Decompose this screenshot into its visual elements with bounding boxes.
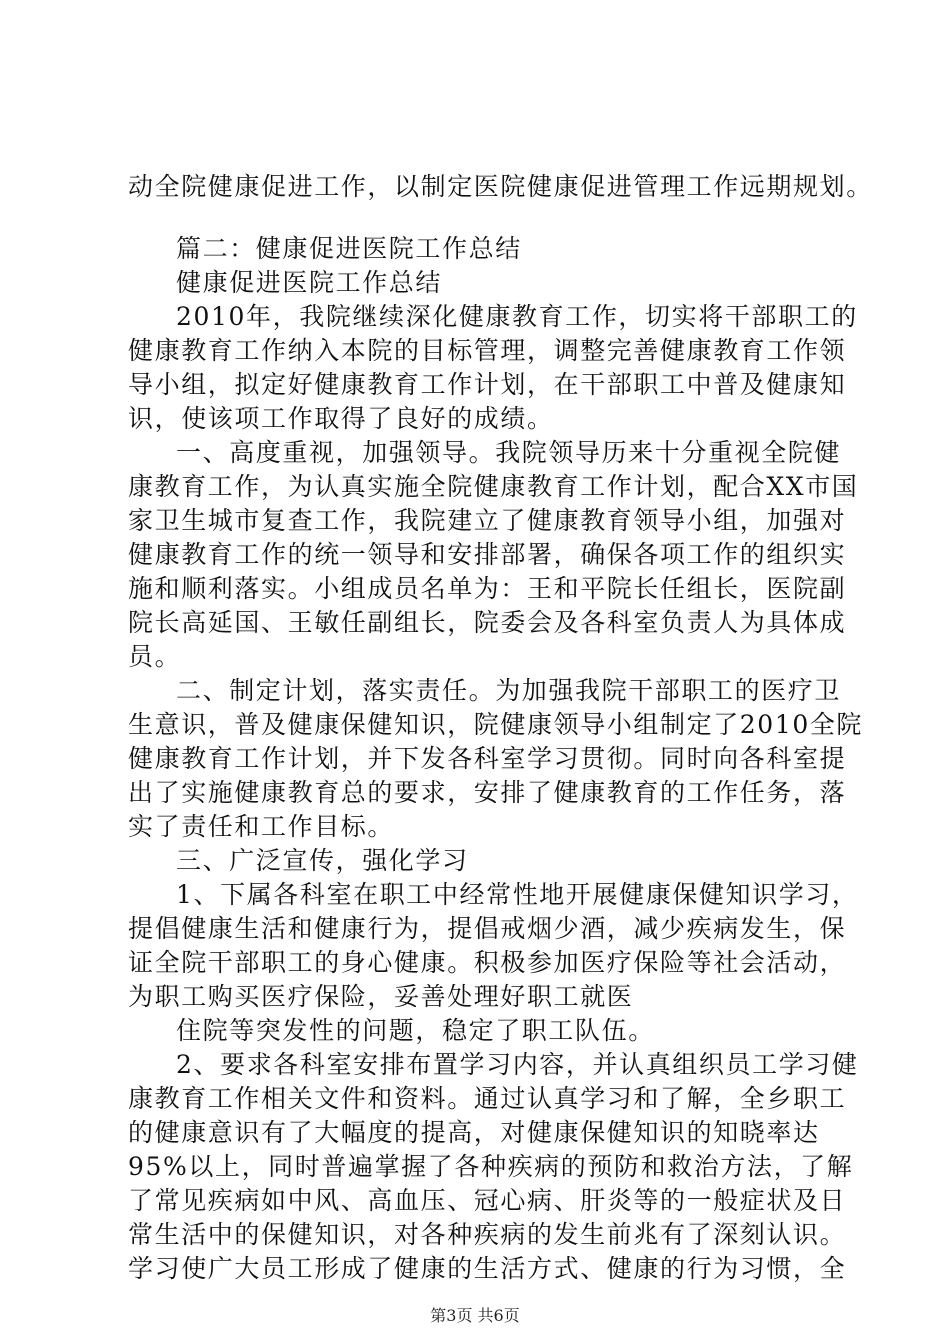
text-line: 实了责任和工作目标。 [128,812,395,841]
text-line: 提倡健康生活和健康行为，提倡戒烟少酒，减少疾病发生，保 [128,914,847,943]
text-line: 识，使该项工作取得了良好的成绩。 [128,404,554,433]
text-line: 健康教育工作的统一领导和安排部署，确保各项工作的组织实 [128,540,847,569]
text-line: 院长高延国、王敏任副组长，院委会及各科室负责人为具体成 [128,608,847,637]
text-line: 家卫生城市复查工作，我院建立了健康教育领导小组，加强对 [128,506,847,535]
text-line: 的健康意识有了大幅度的提高，对健康保健知识的知晓率达 [128,1118,820,1147]
text-line: 二、制定计划，落实责任。为加强我院干部职工的医疗卫 [176,676,842,705]
section-heading: 篇二：健康促进医院工作总结 [176,234,522,263]
text-line: 健康教育工作纳入本院的目标管理，调整完善健康教育工作领 [128,336,847,365]
text-line: 健康教育工作计划，并下发各科室学习贯彻。同时向各科室提 [128,744,847,773]
text-line: 95%以上，同时普遍掌握了各种疾病的预防和救治方法，了解 [128,1152,854,1181]
text-line: 学习使广大员工形成了健康的生活方式、健康的行为习惯，全 [128,1254,847,1283]
text-line: 施和顺利落实。小组成员名单为：王和平院长任组长，医院副 [128,574,847,603]
text-line: 为职工购买医疗保险，妥善处理好职工就医 [128,982,634,1011]
text-line: 员。 [128,642,182,671]
text-line: 康教育工作，为认真实施全院健康教育工作计划，配合XX市国 [128,472,859,501]
text-line: 一、高度重视，加强领导。我院领导历来十分重视全院健 [176,438,842,467]
text-line: 2010年，我院继续深化健康教育工作，切实将干部职工的 [176,302,858,331]
text-line: 生意识，普及健康保健知识，院健康领导小组制定了2010全院 [128,710,864,739]
text-line: 住院等突发性的问题，稳定了职工队伍。 [176,1016,655,1045]
section-heading: 三、广泛宣传，强化学习 [176,846,469,875]
text-line: 1、下属各科室在职工中经常性地开展健康保健知识学习， [176,880,859,909]
text-line: 2、要求各科室安排布置学习内容，并认真组织员工学习健 [176,1050,859,1079]
text-line: 康教育工作相关文件和资料。通过认真学习和了解，全乡职工 [128,1084,847,1113]
text-line: 出了实施健康教育总的要求，安排了健康教育的工作任务，落 [128,778,847,807]
text-line: 导小组，拟定好健康教育工作计划，在干部职工中普及健康知 [128,370,847,399]
document-title: 健康促进医院工作总结 [176,268,443,297]
text-line: 证全院干部职工的身心健康。积极参加医疗保险等社会活动， [128,948,847,977]
text-line: 动全院健康促进工作，以制定医院健康促进管理工作远期规划。 [128,172,873,201]
page-number: 第3页 共6页 [430,1306,520,1325]
text-line: 了常见疾病如中风、高血压、冠心病、肝炎等的一般症状及日 [128,1186,847,1215]
text-line: 常生活中的保健知识，对各种疾病的发生前兆有了深刻认识。 [128,1220,847,1249]
